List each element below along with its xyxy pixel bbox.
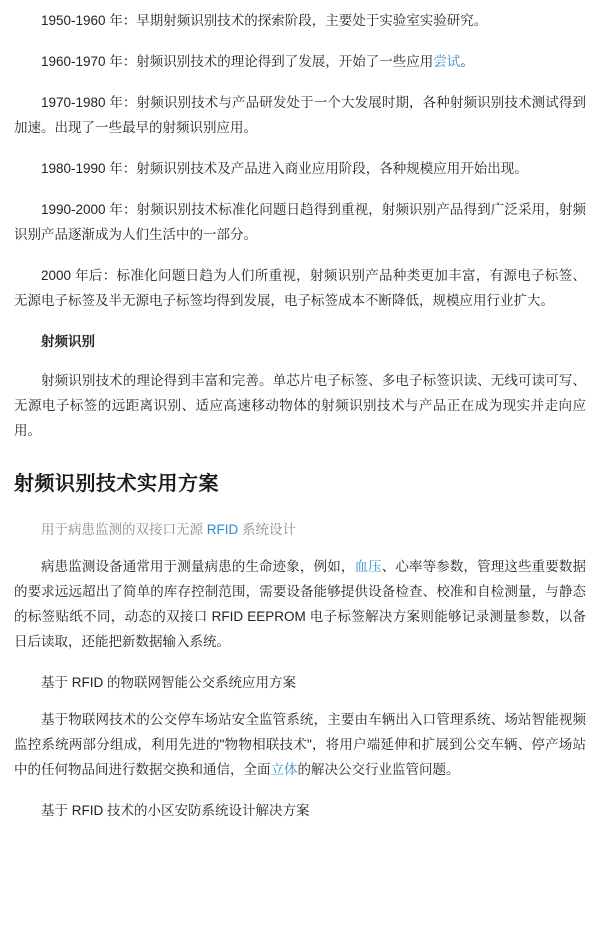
inline-text: 1960-1970 年：射频识别技术的理论得到了发展，开始了一些应用 xyxy=(41,54,434,69)
inline-muted-text: 用于病患监测的双接口无源 xyxy=(41,522,207,537)
inline-text: 病患监测设备通常用于测量病患的生命迹象，例如， xyxy=(41,559,355,574)
inline-text: 。 xyxy=(460,54,474,69)
page-title: 射频识别技术实用方案 xyxy=(14,473,219,495)
inline-text: 、心率等参数，管理这些重要数据的要求远远超出了简单的库存控制范围，需要设备能够提供设备检查、校准和自检测量，与静态的标签贴纸不同，动态的双接口 RFID EEPROM 电子标签解决方案则能够记录测量参数，以备日后读取，还能把新数据输入系统。 xyxy=(14,559,587,649)
inline-text: 2000 年后：标准化问题日趋为人们所重视，射频识别产品种类更加丰富，有源电子标签、无源电子标签及半无源电子标签均得到发展，电子标签成本不断降低，规模应用行业扩大。 xyxy=(14,268,586,308)
timeline-item xyxy=(14,90,586,140)
inline-text: 1990-2000 年：射频识别技术标准化问题日趋得到重视，射频识别产品得到广泛采用，射频识别产品逐渐成为人们生活中的一部分。 xyxy=(14,202,586,242)
timeline-list xyxy=(14,8,586,313)
inline-text: 1970-1980 年：射频识别技术与产品研发处于一个大发展时期，各种射频识别技术测试得到加速。出现了一些最早的射频识别应用。 xyxy=(14,95,586,135)
inline-muted-text: 系统设计 xyxy=(238,522,297,537)
timeline-item xyxy=(14,263,586,313)
inline-text: 基于物联网技术的公交停车场站安全监管系统，主要由车辆出入口管理系统、场站智能视频监控系统两部分组成，利用先进的"物物相联技术"，将用户端延伸和扩展到公交车辆、停产场站中的任何物品间进行数据交换和通信，全面 xyxy=(14,712,586,777)
inline-link[interactable]: 尝试 xyxy=(433,54,461,69)
timeline-item xyxy=(14,8,586,33)
scheme-heading xyxy=(14,670,586,695)
rfid-paragraph: 射频识别技术的理论得到丰富和完善。单芯片电子标签、多电子标签识读、无线可读可写、无源电子标签的远距离识别、适应高速移动物体的射频识别技术与产品正在成为现实并走向应用。 xyxy=(14,373,586,438)
inline-link[interactable]: 立体 xyxy=(270,762,298,777)
timeline-item xyxy=(14,49,586,74)
scheme-body xyxy=(14,554,586,654)
inline-text: 1950-1960 年：早期射频识别技术的探索阶段，主要处于实验室实验研究。 xyxy=(41,13,488,28)
inline-link[interactable]: RFID xyxy=(206,522,239,537)
scheme-body xyxy=(14,707,586,782)
timeline-item xyxy=(14,197,586,247)
inline-text: 基于 RFID 的物联网智能公交系统应用方案 xyxy=(41,675,296,690)
scheme-heading xyxy=(14,517,586,542)
inline-text: 的解决公交行业监管问题。 xyxy=(297,762,460,777)
inline-text: 基于 RFID 技术的小区安防系统设计解决方案 xyxy=(41,803,310,818)
timeline-item xyxy=(14,156,586,181)
inline-link[interactable]: 血压 xyxy=(354,559,382,574)
scheme-heading xyxy=(14,798,586,823)
inline-text: 1980-1990 年：射频识别技术及产品进入商业应用阶段，各种规模应用开始出现。 xyxy=(41,161,528,176)
scheme-list xyxy=(14,517,586,823)
subheading-rfid: 射频识别 xyxy=(41,334,95,349)
